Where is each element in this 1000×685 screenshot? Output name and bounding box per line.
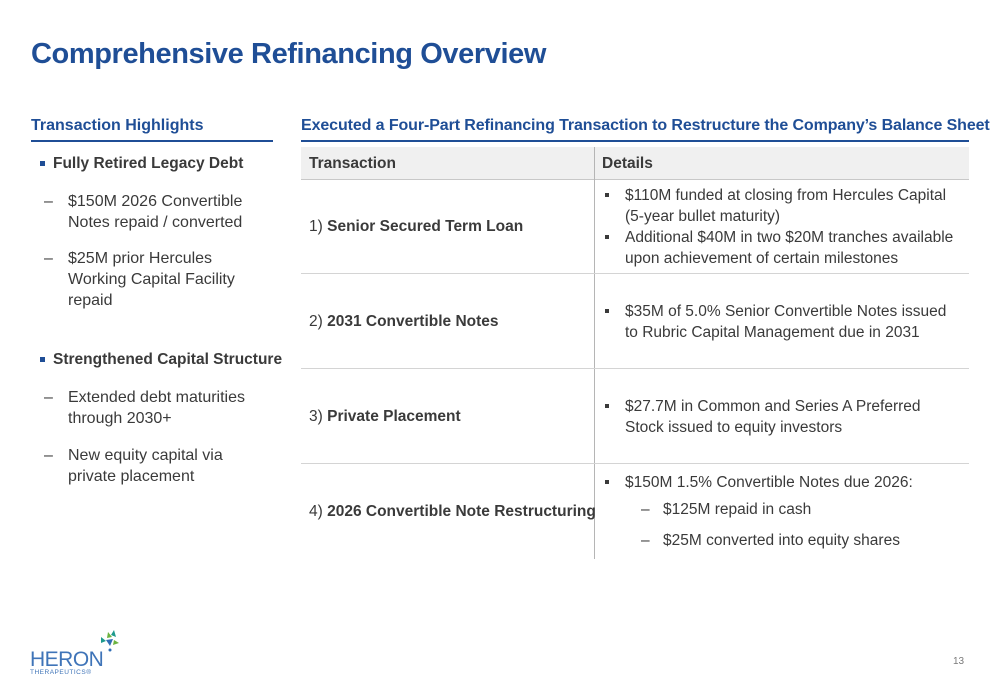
dash-icon: – [641, 501, 650, 518]
highlight-group-title: Strengthened Capital Structure [31, 351, 282, 369]
bullet-icon [605, 309, 609, 313]
detail-subitem: – $125M repaid in cash [641, 501, 812, 518]
table-row-details [601, 472, 961, 551]
column-header-details: Details [602, 155, 653, 172]
dash-icon: – [44, 250, 53, 267]
bullet-icon [605, 404, 609, 408]
bullet-icon [605, 480, 609, 484]
table-row-transaction: 3) Private Placement [309, 408, 461, 425]
transactions-table [301, 147, 969, 559]
detail-item: $35M of 5.0% Senior Convertible Notes issued to Rubric Capital Management due in 2031 [601, 301, 961, 343]
highlight-item: – $25M prior Hercules Working Capital Facility repaid [44, 250, 235, 309]
detail-item: $27.7M in Common and Series A Preferred Stock issued to equity investors [601, 396, 961, 438]
heron-therapeutics-logo [28, 628, 128, 676]
dash-icon: – [44, 193, 53, 210]
detail-subitem: – $25M converted into equity shares [641, 532, 900, 549]
detail-item: Additional $40M in two $20M tranches available upon achievement of certain milestones [601, 227, 961, 269]
highlight-item: – Extended debt maturities through 2030+ [44, 389, 245, 427]
row-divider [301, 368, 969, 369]
column-header-transaction: Transaction [309, 155, 396, 172]
row-divider [301, 273, 969, 274]
slide-title: Comprehensive Refinancing Overview [31, 38, 547, 70]
executed-heading: Executed a Four-Part Refinancing Transaction to Restructure the Company’s Balance Sheet [301, 117, 969, 142]
dash-icon: – [44, 447, 53, 464]
dash-icon: – [44, 389, 53, 406]
bullet-icon [605, 193, 609, 197]
table-row-transaction: 1) Senior Secured Term Loan [309, 218, 524, 235]
logo-tagline: THERAPEUTICS® [30, 669, 92, 676]
column-divider [594, 147, 595, 559]
logo-wordmark: HERON [30, 648, 104, 671]
dash-icon: – [641, 532, 650, 549]
highlight-group-title: Fully Retired Legacy Debt [31, 155, 243, 173]
highlight-item: – New equity capital via private placement [44, 447, 223, 485]
table-row-transaction: 4) 2026 Convertible Note Restructuring [309, 503, 596, 520]
highlights-heading: Transaction Highlights [31, 117, 273, 142]
detail-item: $150M 1.5% Convertible Notes due 2026: [601, 472, 961, 493]
bullet-icon [40, 357, 45, 362]
row-divider [301, 463, 969, 464]
bullet-icon [605, 235, 609, 239]
page-number: 13 [953, 656, 965, 667]
bullet-icon [40, 161, 45, 166]
detail-item: $110M funded at closing from Hercules Capital (5-year bullet maturity) [601, 185, 961, 227]
table-header [301, 147, 969, 180]
highlight-item: – $150M 2026 Convertible Notes repaid / converted [44, 193, 243, 231]
table-row-details [601, 185, 961, 269]
table-row-details [601, 301, 961, 343]
table-row-details [601, 396, 961, 438]
table-row-transaction: 2) 2031 Convertible Notes [309, 313, 499, 330]
